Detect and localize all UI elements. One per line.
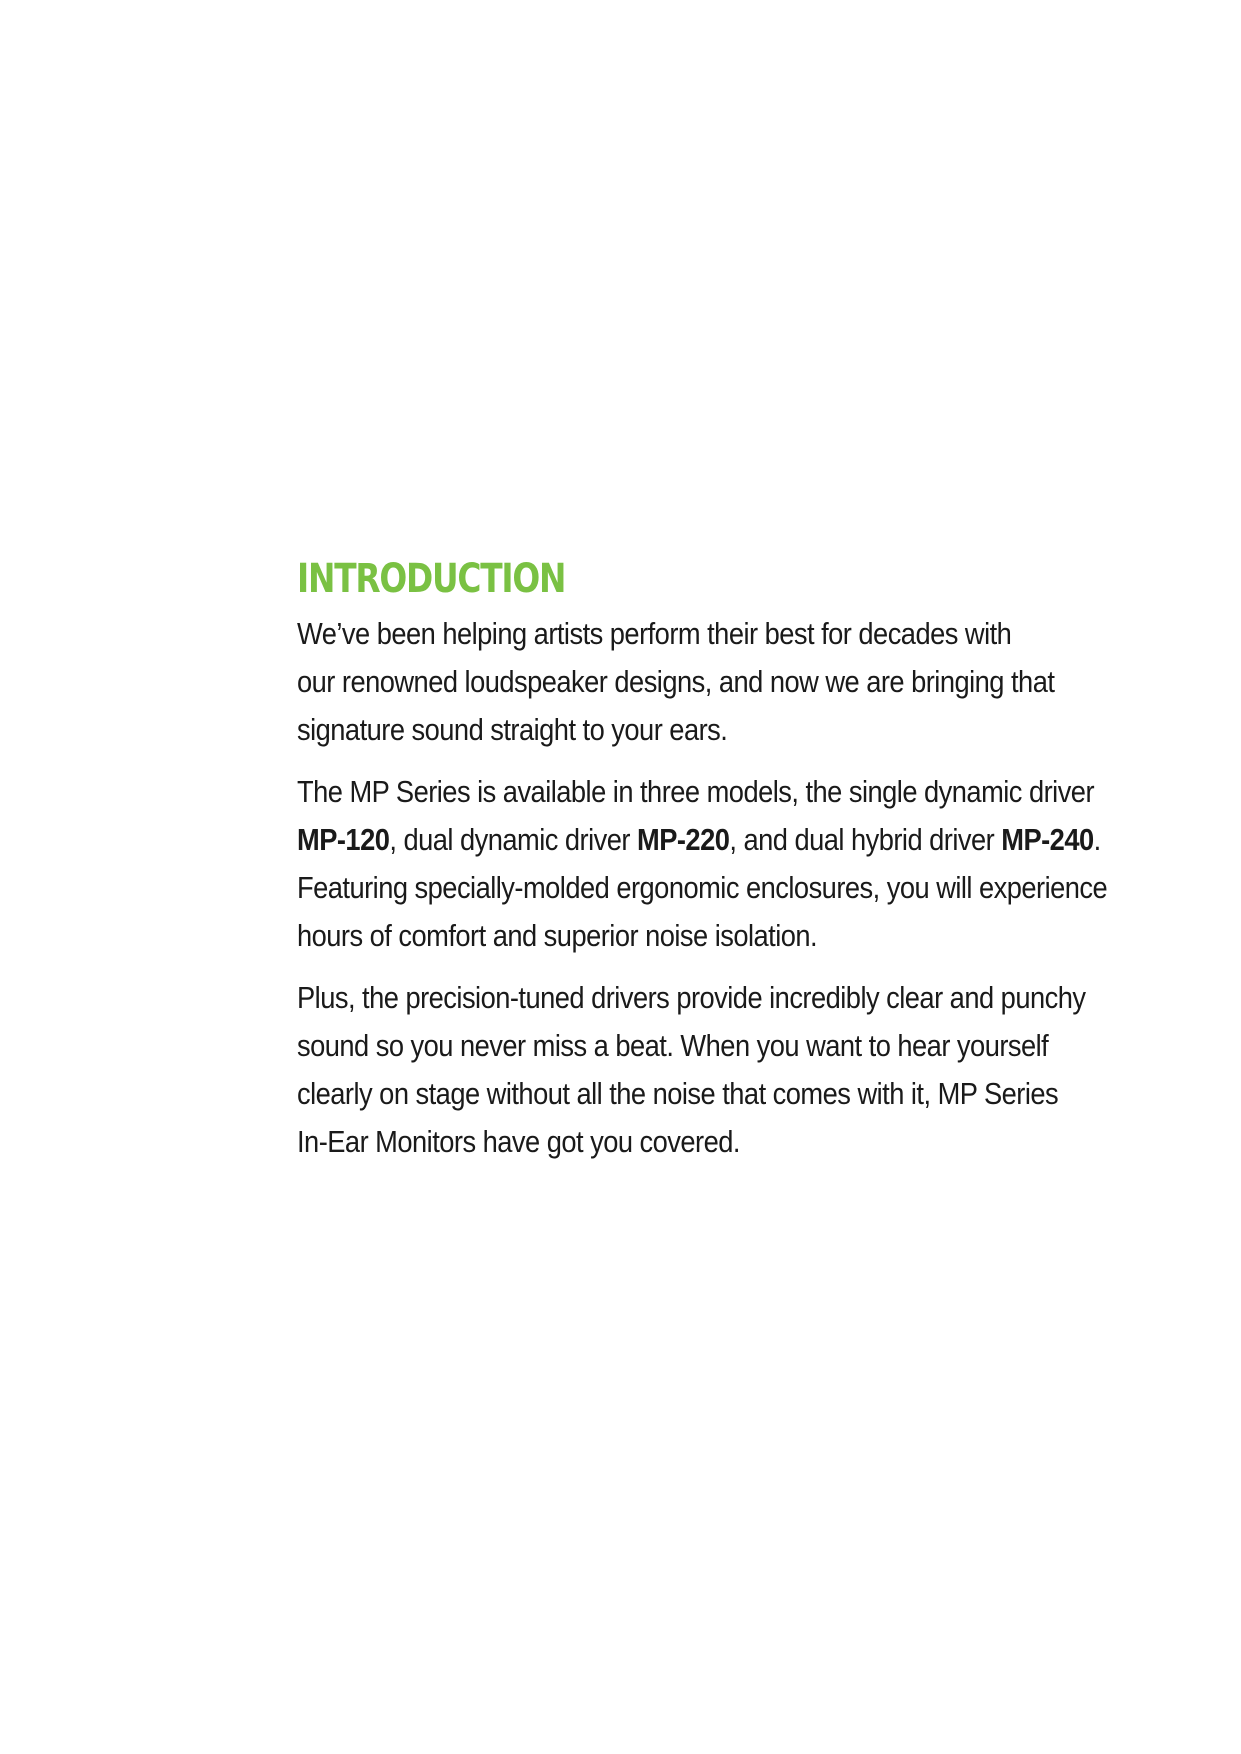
paragraph-3-line: Plus, the precision-tuned drivers provide incredibly clear and punchy [297, 980, 1086, 1015]
model-separator-text: , dual dynamic driver [389, 822, 638, 857]
paragraph-3-line: sound so you never miss a beat. When you want to hear yourself [297, 1028, 1049, 1063]
paragraph-1-line: signature sound straight to your ears. [297, 712, 728, 747]
paragraph-3-line: clearly on stage without all the noise that comes with it, MP Series [297, 1076, 1059, 1111]
paragraph-2-models-line [297, 816, 1129, 864]
paragraph-2-line: The MP Series is available in three models, the single dynamic driver [297, 774, 1095, 809]
paragraph-1-line: our renowned loudspeaker designs, and now we are bringing that [297, 664, 1055, 699]
paragraph-3-line: In-Ear Monitors have got you covered. [297, 1124, 740, 1159]
paragraph-2-line: Featuring specially-molded ergonomic enclosures, you will experience [297, 870, 1108, 905]
paragraph-1-line: We’ve been helping artists perform their best for decades with [297, 616, 1012, 651]
model-mp-120: MP-120 [297, 822, 390, 857]
paragraph-2-line: hours of comfort and superior noise isolation. [297, 918, 818, 953]
section-heading: INTRODUCTION [297, 556, 566, 602]
model-end-text: . [1093, 822, 1101, 857]
model-mp-220: MP-220 [637, 822, 730, 857]
paragraph-3 [297, 974, 1129, 1166]
model-mp-240: MP-240 [1001, 822, 1094, 857]
paragraph-1 [297, 610, 1129, 754]
paragraph-2 [297, 768, 1129, 960]
introduction-section [297, 552, 1127, 1180]
model-separator-text: , and dual hybrid driver [729, 822, 1002, 857]
